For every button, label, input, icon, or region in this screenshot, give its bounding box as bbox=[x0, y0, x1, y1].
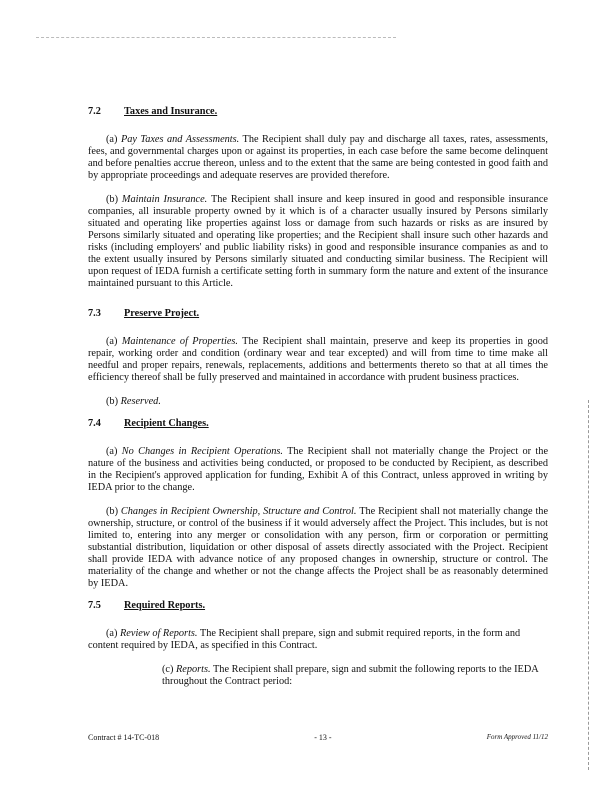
section-heading bbox=[88, 418, 548, 432]
paragraph-label: (a) bbox=[106, 628, 118, 639]
section-heading bbox=[88, 600, 548, 614]
paragraph-text: The Recipient shall maintain, preserve and keep its properties in good repair, working order and condition (ordinary wear and tear excepted) and will from time to time make all needful and proper repairs, renewals, replacements, additions and betterments thereto so that at all times the efficiency thereof shall be fully preserved and maintained in accordance with prudent business practices. bbox=[88, 336, 548, 383]
section-number: 7.3 bbox=[88, 308, 101, 319]
paragraph-label: (b) bbox=[106, 396, 119, 407]
section-title: Taxes and Insurance. bbox=[124, 106, 218, 117]
paragraph-text: The Recipient shall insure and keep insured in good and responsible insurance companies, all insurable property owned by it which is of a character usually insured by Persons similarly situated and operating like properties against loss or damage from such hazards or risks as are insured by Persons similarly situated and operating like properties; and the Recipient shall insure such other hazards and risks (including employers' and public liability risks) in good and responsible insurance companies as and to the extent usually insured by Persons similarly situated and conducting similar business. The Recipient will upon request of IEDA furnish a certificate setting forth in summary form the nature and extent of the insurance maintained pursuant to this Article. bbox=[88, 194, 548, 289]
section-title: Preserve Project. bbox=[124, 308, 200, 319]
paragraph-heading: No Changes in Recipient Operations. bbox=[121, 446, 283, 457]
section-number: 7.4 bbox=[88, 418, 101, 429]
paragraph-heading: Reports. bbox=[176, 664, 211, 675]
contract-number: Contract # 14-TC-018 bbox=[88, 733, 160, 742]
paragraph bbox=[88, 396, 548, 408]
page-edge-line bbox=[588, 400, 589, 770]
scan-artifact-line bbox=[36, 37, 396, 38]
paragraph-text: The Recipient shall not materially change the Project or the nature of the business and activities being conducted, or proposed to be conducted by Recipient, as described in the Recipient's approved application for funding, Exhibit A of this Contract, unless approved in writing by IEDA prior to the change. bbox=[88, 446, 549, 493]
paragraph-text: The Recipient shall prepare, sign and submit the following reports to the IEDA throughout the Contract period: bbox=[162, 664, 539, 687]
paragraph-label: (b) bbox=[106, 194, 119, 205]
paragraph-label: (c) bbox=[162, 664, 174, 675]
paragraph bbox=[88, 446, 548, 494]
paragraph-heading: Maintain Insurance. bbox=[121, 194, 208, 205]
paragraph-label: (a) bbox=[106, 336, 118, 347]
paragraph bbox=[88, 506, 548, 590]
section-number: 7.2 bbox=[88, 106, 101, 117]
paragraph-label: (a) bbox=[106, 446, 118, 457]
paragraph-label: (a) bbox=[106, 134, 118, 145]
paragraph-heading: Pay Taxes and Assessments. bbox=[120, 134, 240, 145]
paragraph-heading: Changes in Recipient Ownership, Structure and Control. bbox=[120, 506, 357, 517]
paragraph-text: The Recipient shall prepare, sign and submit required reports, in the form and content required by IEDA, as specified in this Contract. bbox=[88, 628, 521, 651]
form-approved-note: Form Approved 11/12 bbox=[486, 733, 548, 741]
paragraph-text: The Recipient shall duly pay and discharge all taxes, rates, assessments, fees, and governmental charges upon or against its properties, in each case before the same become delinquent and before penalties accrue thereon, unless and to the extent that the same are being contested in good faith and by appropriate proceedings and adequate reserves are provided therefore. bbox=[88, 134, 549, 181]
paragraph-heading: Reserved. bbox=[120, 396, 161, 407]
paragraph bbox=[88, 628, 548, 652]
section-heading bbox=[88, 106, 548, 120]
paragraph bbox=[88, 336, 548, 384]
section-title: Required Reports. bbox=[124, 600, 206, 611]
section-title: Recipient Changes. bbox=[124, 418, 209, 429]
paragraph-text: The Recipient shall not materially change the ownership, structure, or control of the business if it would adversely affect the Project. This includes, but is not limited to, entering into any merger or consolidation with any person, firm or corporation or permitting substantial distribution, liquidation or other disposal of assets directly associated with the Project. Recipient shall provide IEDA with advance notice of any proposed changes in ownership, structure or control. The materiality of the change and whether or not the change affects the Project shall be as reasonably determined by IEDA. bbox=[88, 506, 549, 589]
page-footer bbox=[88, 733, 548, 742]
paragraph-heading: Review of Reports. bbox=[120, 628, 198, 639]
paragraph-label: (b) bbox=[106, 506, 119, 517]
page-number: - 13 - bbox=[314, 733, 332, 742]
paragraph bbox=[88, 194, 548, 290]
paragraph bbox=[88, 134, 548, 182]
paragraph-heading: Maintenance of Properties. bbox=[121, 336, 238, 347]
section-number: 7.5 bbox=[88, 600, 101, 611]
document-body bbox=[88, 106, 548, 700]
section-heading bbox=[88, 308, 548, 322]
paragraph bbox=[162, 664, 548, 688]
